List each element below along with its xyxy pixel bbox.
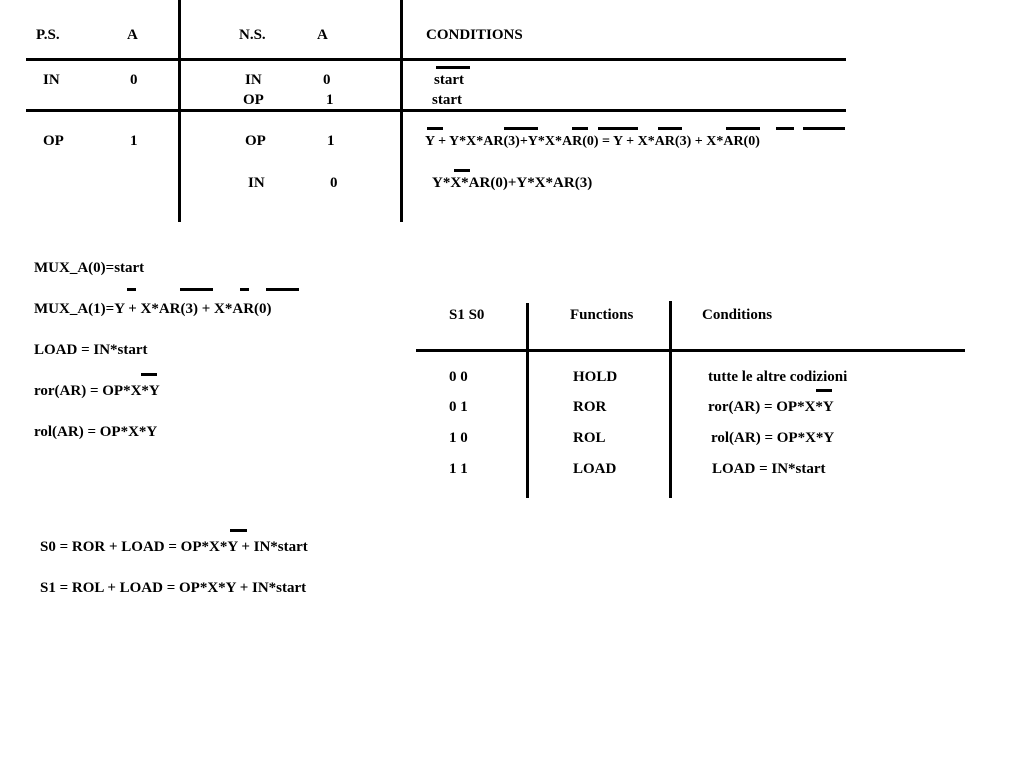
header-a-present: A (127, 27, 138, 43)
overbar (141, 373, 157, 376)
func-row-sel: 0 1 (449, 399, 468, 415)
overbar (572, 127, 588, 130)
row1-a: 0 (130, 72, 138, 88)
equation-mux-a0: MUX_A(0)=start (34, 260, 145, 276)
overbar (240, 288, 249, 291)
header-ps: P.S. (36, 27, 60, 43)
equation-mux-a1: MUX_A(1)=Y + X*AR(3) + X*AR(0) (34, 301, 272, 317)
equation-ror: ror(AR) = OP*X*Y (34, 383, 160, 399)
overbar (803, 127, 845, 130)
overbar (776, 127, 794, 130)
row1-a1: 0 (323, 72, 331, 88)
row1-ps: IN (43, 72, 60, 88)
row2-a: 1 (130, 133, 138, 149)
equation-rol: rol(AR) = OP*X*Y (34, 424, 158, 440)
row1-cond2: start (432, 92, 462, 108)
func-table-vline-1 (526, 303, 529, 498)
row2-ps: OP (43, 133, 64, 149)
func-table-hline (416, 349, 965, 352)
func-row-func: ROR (573, 399, 607, 415)
row1-ns2: OP (243, 92, 264, 108)
state-table-hline-1 (26, 58, 846, 61)
row2-a1: 1 (327, 133, 335, 149)
func-row-cond: ror(AR) = OP*X*Y (708, 399, 834, 415)
row1-cond1: start (434, 72, 464, 88)
header-ns: N.S. (239, 27, 266, 43)
row1-ns1: IN (245, 72, 262, 88)
header-functions: Functions (570, 307, 634, 323)
func-row-func: ROL (573, 430, 606, 446)
func-row-cond: LOAD = IN*start (712, 461, 826, 477)
header-conditions-2: Conditions (702, 307, 773, 323)
header-s1s0: S1 S0 (449, 307, 485, 323)
overbar (127, 288, 136, 291)
equation-s0: S0 = ROR + LOAD = OP*X*Y + IN*start (40, 539, 308, 555)
func-row-sel: 1 1 (449, 461, 468, 477)
func-row-func: HOLD (573, 369, 618, 385)
func-row-cond: rol(AR) = OP*X*Y (711, 430, 835, 446)
func-row-sel: 1 0 (449, 430, 468, 446)
func-row-sel: 0 0 (449, 369, 468, 385)
row2-cond2: Y*X*AR(0)+Y*X*AR(3) (432, 175, 593, 191)
row2-a2: 0 (330, 175, 338, 191)
overbar (454, 169, 470, 172)
func-row-func: LOAD (573, 461, 617, 477)
equation-load: LOAD = IN*start (34, 342, 148, 358)
overbar (436, 66, 470, 69)
equation-s1: S1 = ROL + LOAD = OP*X*Y + IN*start (40, 580, 307, 596)
row2-cond1: Y + Y*X*AR(3)+Y*X*AR(0) = Y + X*AR(3) + X*AR(0) (425, 134, 760, 149)
state-table-hline-2 (26, 109, 846, 112)
func-row-cond: tutte le altre codizioni (708, 369, 848, 385)
overbar (427, 127, 443, 130)
overbar (230, 529, 247, 532)
overbar (598, 127, 638, 130)
overbar (726, 127, 760, 130)
overbar (816, 389, 832, 392)
func-table-vline-2 (669, 301, 672, 498)
header-conditions: CONDITIONS (426, 27, 523, 43)
row1-a2: 1 (326, 92, 334, 108)
row2-ns1: OP (245, 133, 266, 149)
overbar (658, 127, 682, 130)
row2-ns2: IN (248, 175, 265, 191)
overbar (266, 288, 299, 291)
header-a-next: A (317, 27, 328, 43)
overbar (504, 127, 538, 130)
overbar (180, 288, 213, 291)
